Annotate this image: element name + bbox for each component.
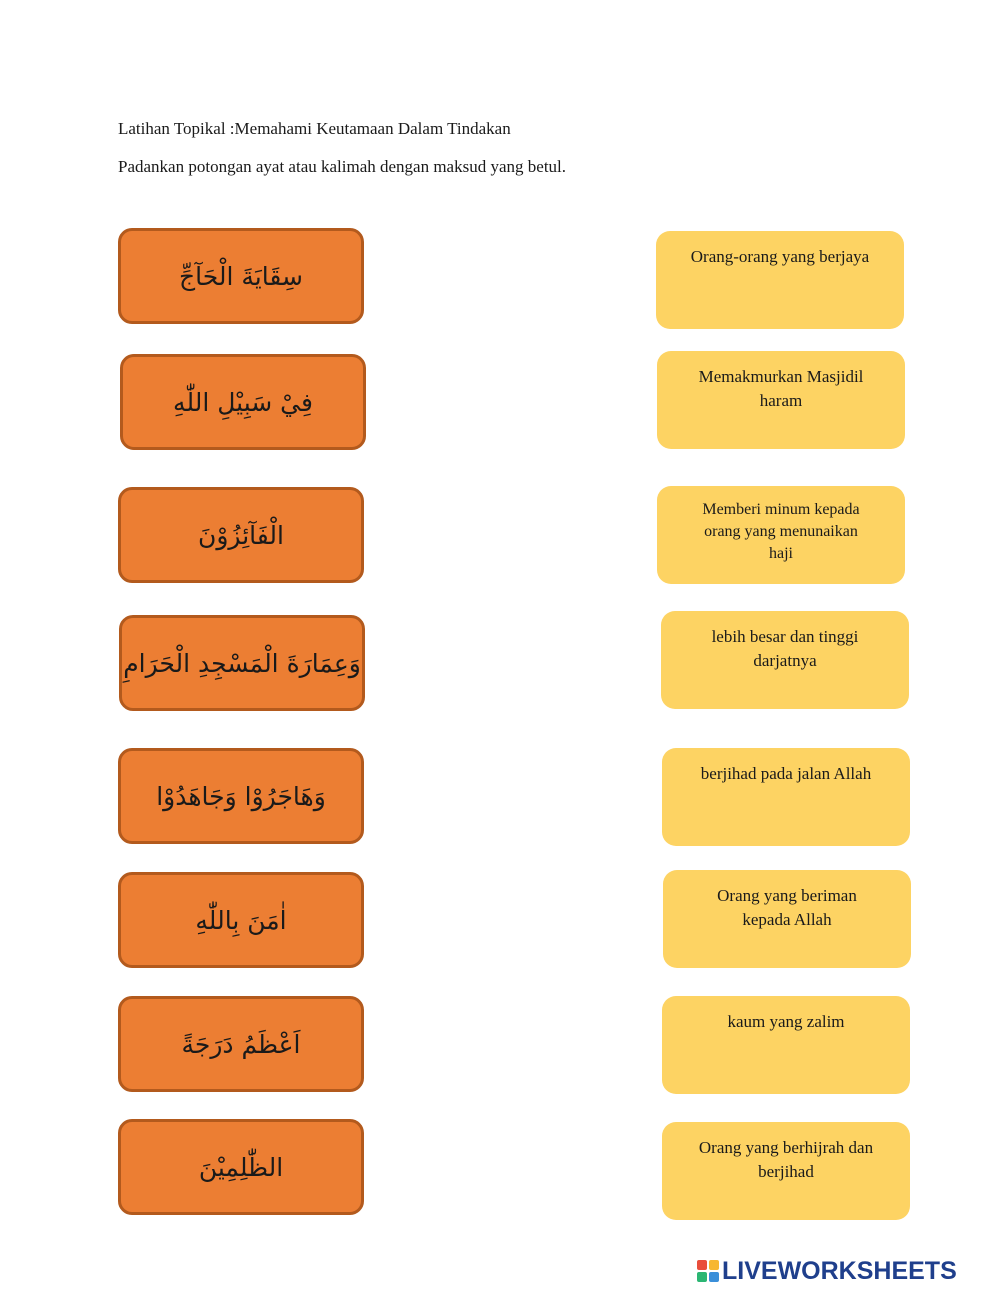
meaning-line: Orang yang berhijrah dan — [698, 1138, 874, 1157]
brand-name: LIVEWORKSHEETS — [722, 1256, 957, 1285]
meaning-card-6[interactable] — [663, 870, 911, 968]
meaning-line: kaum yang zalim — [727, 1012, 845, 1031]
arabic-card-4[interactable] — [119, 615, 365, 711]
arabic-card-2[interactable] — [120, 354, 366, 450]
worksheet-title: Latihan Topikal :Memahami Keutamaan Dalam Tindakan — [118, 119, 511, 138]
meaning-line: berjihad pada jalan Allah — [700, 764, 872, 783]
worksheet-instruction: Padankan potongan ayat atau kalimah dengan maksud yang betul. — [118, 157, 567, 176]
meaning-line: haji — [769, 545, 793, 562]
arabic-card-3[interactable] — [118, 487, 364, 583]
meaning-card-7[interactable] — [662, 996, 910, 1094]
arabic-card-6[interactable] — [118, 872, 364, 968]
meaning-line: Memakmurkan Masjidil — [698, 367, 864, 386]
arabic-text: فِيْ سَبِيْلِ اللّٰهِ — [173, 387, 313, 417]
arabic-text: اٰمَنَ بِاللّٰهِ — [195, 905, 287, 935]
meaning-line: Orang yang beriman — [717, 886, 857, 905]
liveworksheets-logo — [697, 1257, 957, 1285]
arabic-text: سِقَايَةَ الْحَآجِّ — [179, 261, 303, 291]
meaning-line: Orang-orang yang berjaya — [690, 247, 870, 266]
logo-square-icon — [697, 1272, 707, 1282]
logo-square-icon — [697, 1260, 707, 1270]
meaning-card-1[interactable] — [656, 231, 904, 329]
meaning-card-5[interactable] — [662, 748, 910, 846]
arabic-card-8[interactable] — [118, 1119, 364, 1215]
meaning-line: darjatnya — [753, 651, 817, 670]
meaning-card-8[interactable] — [662, 1122, 910, 1220]
arabic-card-7[interactable] — [118, 996, 364, 1092]
meaning-line: lebih besar dan tinggi — [711, 627, 859, 646]
logo-square-icon — [709, 1272, 719, 1282]
arabic-text: اَعْظَمُ دَرَجَةً — [181, 1029, 301, 1059]
logo-square-icon — [709, 1260, 719, 1270]
meaning-line: haram — [759, 391, 803, 410]
arabic-card-5[interactable] — [118, 748, 364, 844]
arabic-text: وَهَاجَرُوْا وَجَاهَدُوْا — [156, 781, 326, 811]
arabic-text: الْفَآئِزُوْنَ — [197, 520, 284, 550]
meaning-card-3[interactable] — [657, 486, 905, 584]
meaning-card-4[interactable] — [661, 611, 909, 709]
arabic-text: وَعِمَارَةَ الْمَسْجِدِ الْحَرَامِ — [123, 648, 361, 678]
arabic-text: الظّٰلِمِيْنَ — [198, 1152, 284, 1182]
arabic-card-1[interactable] — [118, 228, 364, 324]
meaning-line: kepada Allah — [742, 910, 832, 929]
meaning-line: orang yang menunaikan — [704, 523, 858, 540]
meaning-card-2[interactable] — [657, 351, 905, 449]
meaning-line: Memberi minum kepada — [702, 501, 860, 518]
logo-grid-icon — [697, 1260, 719, 1282]
meaning-line: berjihad — [758, 1162, 814, 1181]
